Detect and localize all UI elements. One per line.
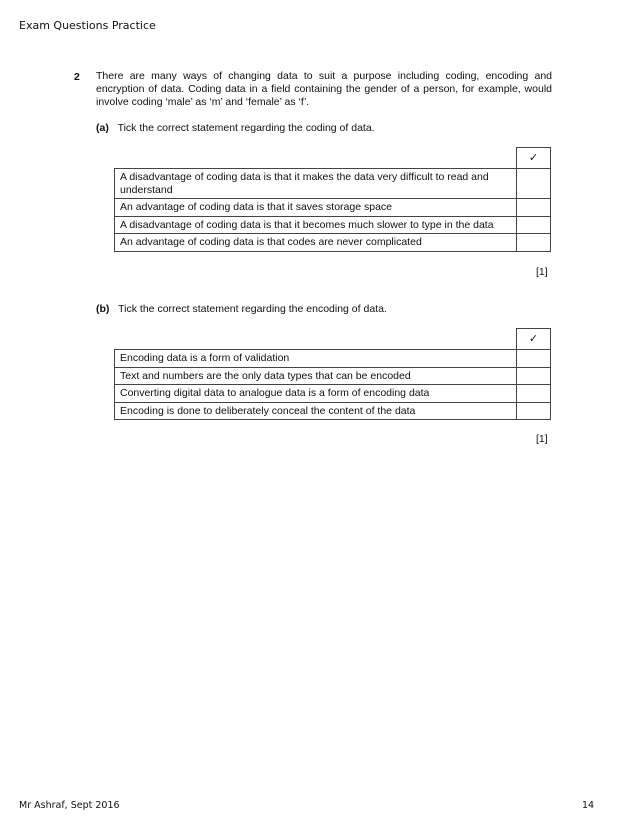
table-row [115,385,551,403]
part-b-prompt: Tick the correct statement regarding the encoding of data. [118,303,387,315]
part-a-label: (a) [96,122,109,134]
table-row [115,234,551,252]
option-text: A disadvantage of coding data is that it becomes much slower to type in the data [115,216,517,234]
tick-box[interactable] [517,169,551,199]
option-text: Text and numbers are the only data types that can be encoded [115,367,517,385]
part-b-marks: [1] [536,433,548,445]
table-row [115,216,551,234]
tick-box[interactable] [517,199,551,217]
part-b-label: (b) [96,303,110,315]
part-a-marks: [1] [536,266,548,278]
part-a-heading [96,122,375,134]
table-row [115,367,551,385]
tick-box[interactable] [517,385,551,403]
option-text: A disadvantage of coding data is that it makes the data very difficult to read and understand [115,169,517,199]
option-text: Encoding is done to deliberately conceal the content of the data [115,402,517,420]
tick-box[interactable] [517,367,551,385]
table-row [115,402,551,420]
part-b-table [114,328,551,420]
table-row [115,199,551,217]
question-number: 2 [74,71,80,83]
tick-column-header: ✓ [517,329,551,350]
option-text: An advantage of coding data is that it saves storage space [115,199,517,217]
tick-box[interactable] [517,234,551,252]
option-text: Encoding data is a form of validation [115,350,517,368]
option-text: An advantage of coding data is that codes are never complicated [115,234,517,252]
page-header-title: Exam Questions Practice [19,19,156,32]
tick-box[interactable] [517,350,551,368]
table-row [115,169,551,199]
part-b-heading [96,303,387,315]
tick-box[interactable] [517,402,551,420]
table-row [115,350,551,368]
option-text: Converting digital data to analogue data is a form of encoding data [115,385,517,403]
footer-author: Mr Ashraf, Sept 2016 [19,800,120,811]
tick-box[interactable] [517,216,551,234]
page-number: 14 [582,800,595,811]
part-a-table [114,147,551,252]
part-a-prompt: Tick the correct statement regarding the coding of data. [117,122,375,134]
tick-column-header: ✓ [517,148,551,169]
question-intro: There are many ways of changing data to suit a purpose including coding, encoding and encryption of data. Coding data in a field containing the gender of a person, for example, would involve coding ‘male’ as ‘m’ and ‘female’ as ‘f’. [96,70,552,108]
